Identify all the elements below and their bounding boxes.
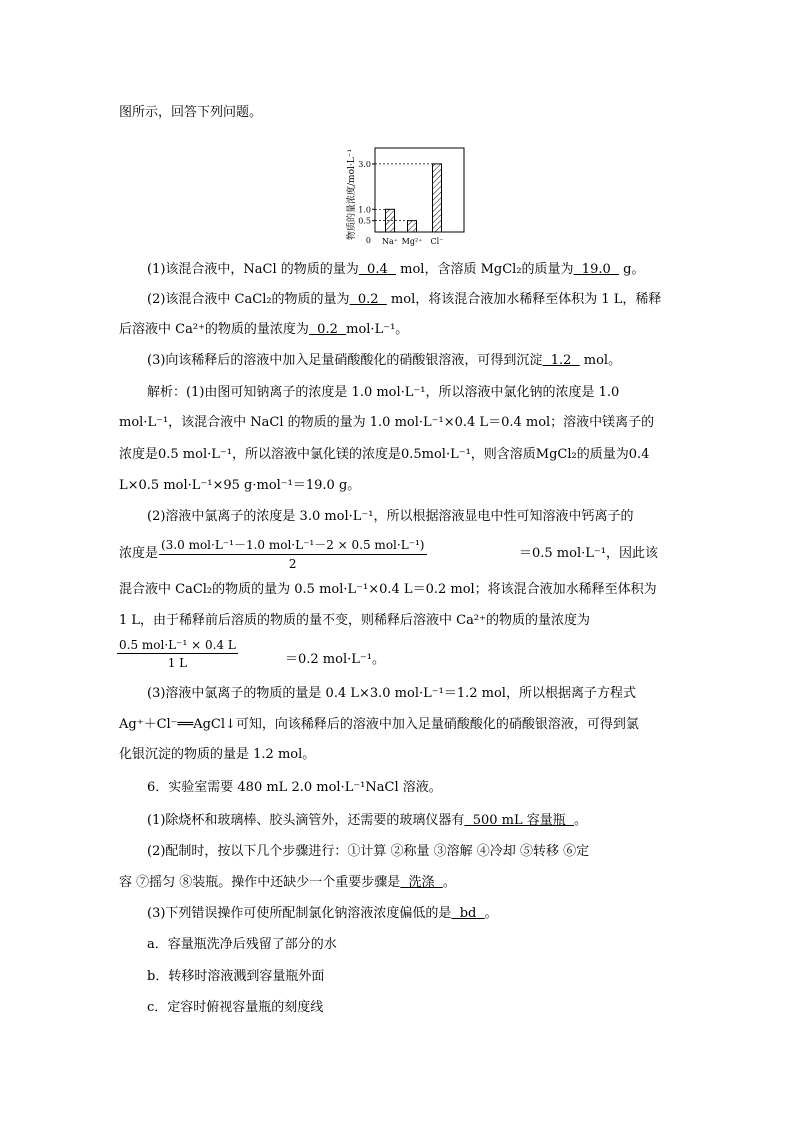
- chart-ytick-label-1: 1.0: [358, 205, 371, 215]
- analysis-line-12: 化银沉淀的物质的量是 1.2 mol。: [119, 747, 316, 762]
- analysis-line-11: Ag⁺＋Cl⁻══AgCl↓可知，向该稀释后的溶液中加入足量硝酸酸化的硝酸银溶液，可得到氯: [119, 717, 639, 732]
- analysis-line-3: 浓度是0.5 mol·L⁻¹，所以溶液中氯化镁的浓度是0.5mol·L⁻¹，则含溶质MgCl₂的质量为0.4: [119, 447, 650, 462]
- q6-p1-text-a: (1)除烧杯和玻璃棒、胶头滴管外，还需要的玻璃仪器有: [147, 813, 465, 828]
- analysis-line-8: 1 L，由于稀释前后溶质的物质的量不变，则稀释后溶液中 Ca²⁺的物质的量浓度为: [119, 613, 590, 628]
- fraction-diluted-concentration: [117, 638, 238, 670]
- chart-bar-1: [408, 221, 417, 232]
- q5-p1-text-d: g。: [619, 262, 645, 277]
- chart-ylabel: 物质的量浓度/mol·L⁻¹: [347, 148, 357, 240]
- q5-p1-answer-1: 0.4: [367, 262, 388, 277]
- q6-part1: [147, 812, 587, 830]
- analysis-line-4: L×0.5 mol·L⁻¹×95 g·mol⁻¹＝19.0 g。: [119, 478, 361, 493]
- q5-p2b-text-a: 后溶液中 Ca²⁺的物质的量浓度为: [119, 322, 309, 337]
- q5-p2a-text-a: (2)该混合液中 CaCl₂的物质的量为: [147, 292, 350, 307]
- analysis-line-5: (2)溶液中氯离子的浓度是 3.0 mol·L⁻¹，所以根据溶液显电中性可知溶液中钙离子的: [147, 509, 634, 524]
- q6-part3: [147, 905, 498, 923]
- fraction-1-numerator: (3.0 mol·L⁻¹－1.0 mol·L⁻¹－2 × 0.5 mol·L⁻¹): [159, 536, 427, 555]
- analysis-line-2: mol·L⁻¹，该混合液中 NaCl 的物质的量为 1.0 mol·L⁻¹×0.4 L＝0.4 mol；溶液中镁离子的: [119, 415, 655, 430]
- analysis-line-6-post: ＝0.5 mol·L⁻¹，因此该: [519, 546, 658, 561]
- chart-category-label-1: Mg²⁺: [401, 237, 423, 246]
- q6-p3-text-a: (3)下列错误操作可使所配制氯化钠溶液浓度偏低的是: [147, 906, 452, 921]
- chart-category-label-0: Na⁺: [382, 237, 398, 246]
- analysis-line-9-post: ＝0.2 mol·L⁻¹。: [285, 652, 385, 667]
- q6-p2b-text-a: 容 ⑦摇匀 ⑧装瓶。操作中还缺少一个重要步骤是: [119, 875, 401, 890]
- q5-p1-answer-2: 19.0: [581, 262, 611, 277]
- q5-p3-answer: 1.2: [550, 353, 572, 368]
- q5-part2b: [119, 321, 408, 339]
- q5-p2b-text-c: mol·L⁻¹。: [346, 322, 409, 337]
- chart-category-label-2: Cl⁻: [430, 237, 444, 246]
- q5-part1: [147, 261, 644, 279]
- analysis-line-10: (3)溶液中氯离子的物质的量是 0.4 L×3.0 mol·L⁻¹＝1.2 mol，所以根据离子方程式: [147, 686, 636, 701]
- analysis-line-7: 混合液中 CaCl₂的物质的量为 0.5 mol·L⁻¹×0.4 L＝0.2 mol；将该混合液加水稀释至体积为: [119, 582, 657, 597]
- q6-part2b: [119, 874, 456, 892]
- q6-p1-answer: 500 mL 容量瓶: [472, 813, 566, 828]
- q6-p1-text-c: 。: [574, 813, 588, 828]
- q6-part2a: (2)配制时，按以下几个步骤进行：①计算 ②称量 ③溶解 ④冷却 ⑤转移 ⑥定: [147, 844, 590, 859]
- fraction-calcium-concentration: [159, 536, 427, 571]
- q6-option-b: b．转移时溶液溅到容量瓶外面: [147, 969, 325, 984]
- q6-p3-text-c: 。: [484, 906, 498, 921]
- intro-text: 图所示，回答下列问题。: [119, 105, 263, 120]
- q6-title: 6．实验室需要 480 mL 2.0 mol·L⁻¹NaCl 溶液。: [147, 780, 442, 795]
- q5-p1-text-c: mol，含溶质 MgCl₂的质量为: [396, 262, 574, 277]
- fraction-1-denominator: 2: [288, 557, 297, 571]
- q5-part3: [147, 352, 621, 370]
- q6-option-c: c．定容时俯视容量瓶的刻度线: [147, 1000, 324, 1015]
- chart-origin-label: 0: [365, 236, 371, 245]
- analysis-line-1: 解析：(1)由图可知钠离子的浓度是 1.0 mol·L⁻¹，所以溶液中氯化钠的浓度是 1.0: [147, 385, 620, 400]
- q5-p2-answer-2: 0.2: [317, 322, 338, 337]
- q5-p3-text-c: mol。: [579, 353, 622, 368]
- q6-option-a: a．容量瓶洗净后残留了部分的水: [147, 937, 337, 952]
- analysis-line-6-pre: 浓度是: [119, 546, 159, 561]
- q6-p3-answer: bd: [459, 906, 477, 921]
- chart-ytick-label-0: 3.0: [358, 159, 371, 169]
- q5-p2-answer-1: 0.2: [357, 292, 379, 307]
- q5-p2a-text-c: mol，将该混合液加水稀释至体积为 1 L，稀释: [386, 292, 662, 307]
- q5-p3-text-a: (3)向该稀释后的溶液中加入足量硝酸酸化的硝酸银溶液，可得到沉淀: [147, 353, 543, 368]
- fraction-2-denominator: 1 L: [167, 656, 188, 670]
- q6-p2-answer: 洗涤: [408, 875, 435, 890]
- q5-part2a: [147, 291, 661, 309]
- chart-ytick-label-2: 0.5: [358, 216, 371, 226]
- fraction-2-numerator: 0.5 mol·L⁻¹ × 0.4 L: [119, 638, 236, 652]
- chart-bar-2: [433, 164, 442, 232]
- q6-p2b-text-c: 。: [442, 875, 456, 890]
- ion-concentration-chart: [340, 140, 470, 250]
- q5-p1-text-a: (1)该混合液中，NaCl 的物质的量为: [147, 262, 359, 277]
- chart-bar-0: [386, 209, 395, 232]
